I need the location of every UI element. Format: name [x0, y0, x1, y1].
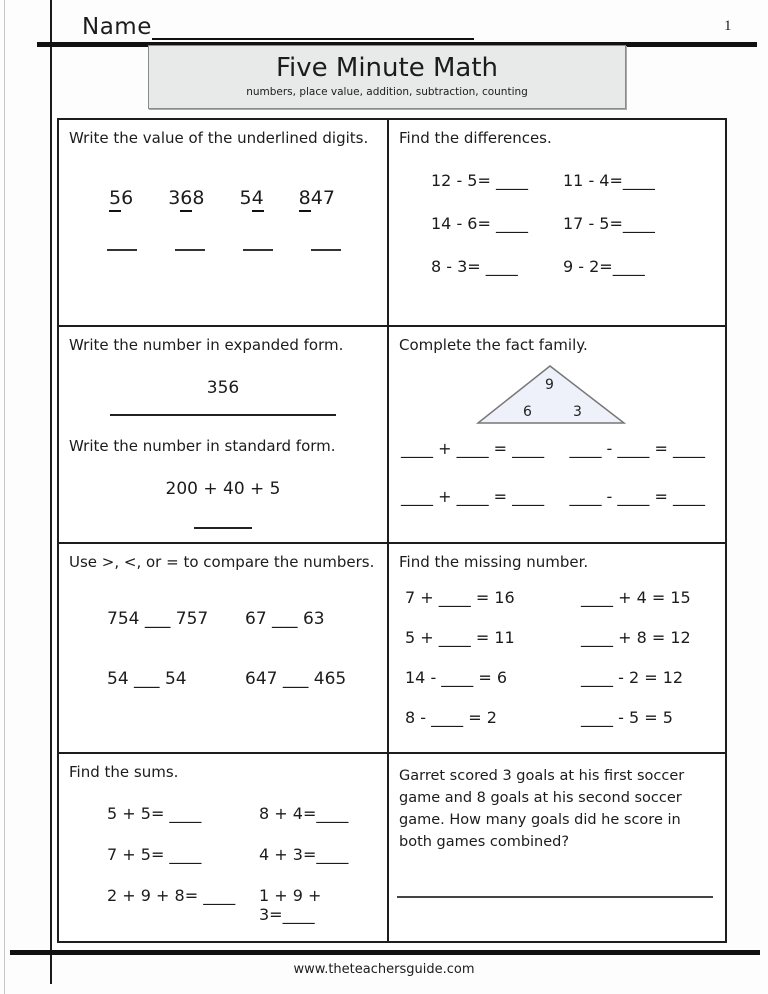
equation: ____ - 2 = 12: [581, 668, 684, 687]
cell-compare-numbers: [59, 544, 389, 754]
underlined-number: 847: [299, 187, 335, 209]
underlined-number: 56: [109, 187, 133, 209]
equation-grid: [107, 609, 377, 689]
equation: 8 - 3= ____: [431, 257, 518, 276]
equation: 8 - ____ = 2: [405, 708, 497, 727]
underlined-digit: 8: [299, 187, 311, 212]
answer-line: [175, 239, 205, 251]
given-number: 356: [206, 378, 240, 398]
equation: 17 - 5=____: [563, 214, 655, 233]
answer-line: [194, 527, 252, 529]
worksheet-grid: [57, 118, 727, 943]
prompt: Find the missing number.: [399, 553, 589, 571]
equation: 8 + 4=____: [259, 804, 349, 823]
expanded-expression: 200 + 40 + 5: [165, 479, 281, 499]
equation: 11 - 4=____: [563, 171, 655, 190]
equation: 14 - ____ = 6: [405, 668, 508, 687]
answer-line: [107, 239, 137, 251]
answer-line: [243, 239, 273, 251]
cell-word-problem: [389, 754, 725, 941]
equation: 9 - 2=____: [563, 257, 645, 276]
number-row: [109, 187, 377, 209]
triangle-left-number: 6: [523, 404, 532, 420]
worksheet-title-box: [148, 45, 626, 109]
equation: 7 + 5= ____: [107, 845, 202, 864]
cell-differences: [389, 120, 725, 327]
equation-grid: [405, 588, 715, 727]
margin-rule-vertical: [50, 0, 52, 984]
comparison: 54 ___ 54: [107, 669, 187, 689]
fact-family-row: [401, 487, 705, 506]
prompt: Find the differences.: [399, 129, 552, 147]
equation: ____ - ____ = ____: [569, 487, 705, 506]
prompt: Write the number in standard form.: [69, 437, 336, 455]
equation: 12 - 5= ____: [431, 171, 528, 190]
prompt: Write the number in expanded form.: [69, 336, 344, 354]
prompt: Find the sums.: [69, 763, 179, 781]
equation: ____ + 8 = 12: [581, 628, 691, 647]
underlined-digit: 5: [109, 187, 121, 212]
answer-line: [311, 239, 341, 251]
name-row: [82, 10, 474, 40]
answer-line: [110, 414, 336, 416]
equation: 5 + ____ = 11: [405, 628, 515, 647]
cell-expanded-form: [59, 327, 389, 544]
prompt: Use >, <, or = to compare the numbers.: [69, 553, 375, 571]
equation-grid: [107, 804, 377, 924]
page-number: 1: [724, 18, 732, 34]
footer-url: www.theteachersguide.com: [293, 962, 475, 977]
triangle-top-number: 9: [545, 377, 554, 393]
equation: ____ + ____ = ____: [401, 487, 545, 506]
cell-underlined-digits: [59, 120, 389, 327]
word-problem-text: Garret scored 3 goals at his first soccer game and 8 goals at his second soccer game. How many goals did he score in both games combined?: [399, 768, 685, 851]
fact-family-row: [401, 439, 705, 458]
underlined-number: 368: [168, 187, 204, 209]
worksheet-title: Five Minute Math: [275, 53, 499, 83]
comparison: 647 ___ 465: [245, 669, 347, 689]
cell-missing-number: [389, 544, 725, 754]
comparison: 67 ___ 63: [245, 609, 325, 629]
underlined-digit: 6: [180, 187, 192, 212]
footer-rule: [10, 950, 760, 955]
fact-family-triangle: [475, 363, 627, 427]
equation: ____ - ____ = ____: [569, 439, 705, 458]
equation: 7 + ____ = 16: [405, 588, 515, 607]
fact-family-equations: [401, 439, 705, 535]
cell-fact-family: [389, 327, 725, 544]
comparison: 754 ___ 757: [107, 609, 209, 629]
prompt: Write the value of the underlined digits.: [69, 129, 369, 147]
prompt: Complete the fact family.: [399, 336, 588, 354]
page-edge-line: [4, 0, 5, 994]
triangle-right-number: 3: [573, 404, 582, 420]
equation: 14 - 6= ____: [431, 214, 528, 233]
cell-sums: [59, 754, 389, 941]
answer-blank-row: [107, 239, 377, 251]
answer-line: [397, 896, 713, 898]
equation: 5 + 5= ____: [107, 804, 202, 823]
equation: ____ + ____ = ____: [401, 439, 545, 458]
equation: 1 + 9 + 3=____: [259, 886, 322, 924]
equation: 2 + 9 + 8= ____: [107, 886, 236, 905]
name-blank-line: [152, 10, 474, 40]
equation-grid: [431, 171, 715, 276]
name-label: Name: [82, 14, 152, 40]
equation: ____ - 5 = 5: [581, 708, 673, 727]
worksheet-subtitle: numbers, place value, addition, subtraction, counting: [246, 86, 528, 98]
underlined-number: 54: [239, 187, 263, 209]
equation: 4 + 3=____: [259, 845, 349, 864]
equation: ____ + 4 = 15: [581, 588, 691, 607]
underlined-digit: 4: [252, 187, 264, 212]
